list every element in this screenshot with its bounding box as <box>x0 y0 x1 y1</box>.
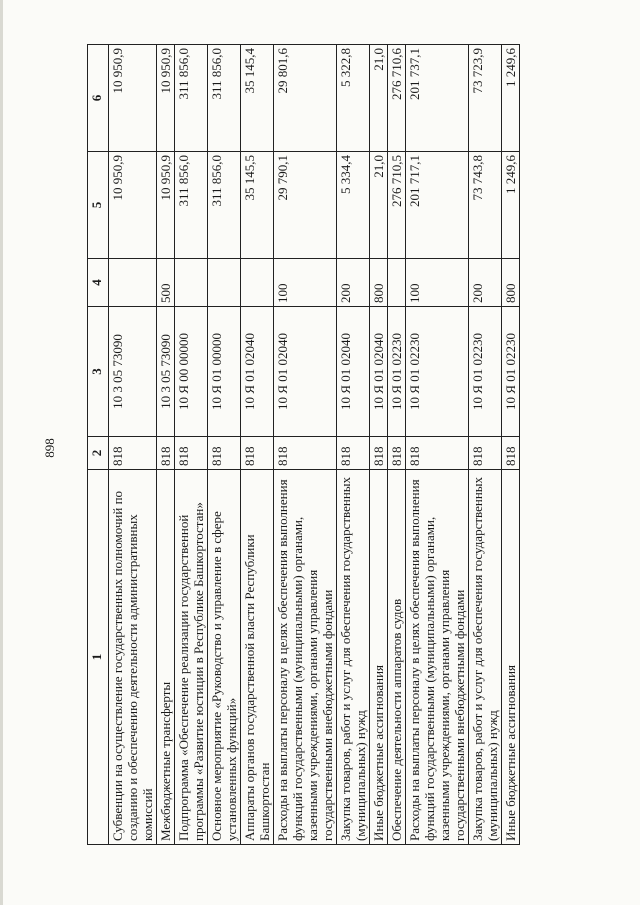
row-ministry-code: 818 <box>469 437 502 470</box>
row-amount-2021: 201 717,1 <box>406 152 469 259</box>
row-expense-type: 100 <box>274 259 337 307</box>
row-name: Аппараты органов государственной власти Республики Башкортостан <box>241 470 274 845</box>
row-target-article: 10 Я 01 02230 <box>469 307 502 437</box>
header-cell-3: 3 <box>88 307 109 437</box>
row-amount-2022: 73 723,9 <box>469 45 502 152</box>
page-number: 898 <box>42 438 57 458</box>
row-amount-2021: 5 334,4 <box>337 152 370 259</box>
row-amount-2022: 21,0 <box>370 45 388 152</box>
row-name: Обеспечение деятельности аппаратов судов <box>388 470 406 845</box>
row-expense-type: 800 <box>370 259 388 307</box>
row-name: Закупка товаров, работ и услуг для обеспечения государственных (муниципальных) нужд <box>469 470 502 845</box>
row-amount-2021: 73 743,8 <box>469 152 502 259</box>
row-ministry-code: 818 <box>337 437 370 470</box>
row-target-article: 10 Я 01 02040 <box>370 307 388 437</box>
row-ministry-code: 818 <box>175 437 208 470</box>
table-row <box>388 45 406 845</box>
row-amount-2021: 1 249,6 <box>502 152 520 259</box>
row-name: Расходы на выплаты персоналу в целях обеспечения выполнения функций государственными (муниципальными) органами, казенными учреждениями, органами управления государственными внебюджетными фондами <box>406 470 469 845</box>
row-ministry-code: 818 <box>208 437 241 470</box>
header-cell-2: 2 <box>88 437 109 470</box>
row-amount-2022: 276 710,6 <box>388 45 406 152</box>
row-target-article: 10 Я 01 02040 <box>241 307 274 437</box>
rotated-table-container <box>87 45 605 845</box>
row-name: Межбюджетные трансферты <box>157 470 175 845</box>
table-row <box>274 45 337 845</box>
row-name: Расходы на выплаты персоналу в целях обеспечения выполнения функций государственными (муниципальными) органами, казенными учреждениями, органами управления государственными внебюджетными фондами <box>274 470 337 845</box>
row-amount-2022: 201 737,1 <box>406 45 469 152</box>
row-expense-type: 800 <box>502 259 520 307</box>
header-cell-4: 4 <box>88 259 109 307</box>
row-amount-2022: 29 801,6 <box>274 45 337 152</box>
row-expense-type: 100 <box>406 259 469 307</box>
row-target-article: 10 3 05 73090 <box>157 307 175 437</box>
row-expense-type <box>388 259 406 307</box>
row-expense-type <box>241 259 274 307</box>
table-row <box>370 45 388 845</box>
row-ministry-code: 818 <box>502 437 520 470</box>
row-expense-type <box>109 259 157 307</box>
header-cell-1: 1 <box>88 470 109 845</box>
row-name: Иные бюджетные ассигнования <box>502 470 520 845</box>
row-amount-2021: 10 950,9 <box>109 152 157 259</box>
row-target-article: 10 Я 01 02230 <box>388 307 406 437</box>
row-target-article: 10 Я 01 02040 <box>274 307 337 437</box>
row-amount-2022: 5 322,8 <box>337 45 370 152</box>
table-row <box>502 45 520 845</box>
row-target-article: 10 Я 01 02040 <box>337 307 370 437</box>
row-expense-type <box>208 259 241 307</box>
row-amount-2022: 35 145,4 <box>241 45 274 152</box>
table-row <box>406 45 469 845</box>
row-amount-2021: 35 145,5 <box>241 152 274 259</box>
row-amount-2022: 1 249,6 <box>502 45 520 152</box>
row-name: Основное мероприятие «Руководство и управление в сфере установленных функций» <box>208 470 241 845</box>
header-cell-5: 5 <box>88 152 109 259</box>
row-amount-2021: 311 856,0 <box>175 152 208 259</box>
table-row <box>157 45 175 845</box>
row-amount-2021: 10 950,9 <box>157 152 175 259</box>
row-target-article: 10 Я 01 00000 <box>208 307 241 437</box>
row-amount-2021: 29 790,1 <box>274 152 337 259</box>
row-expense-type <box>175 259 208 307</box>
header-row <box>88 45 109 845</box>
table-body <box>109 45 520 845</box>
row-amount-2021: 276 710,5 <box>388 152 406 259</box>
row-expense-type: 500 <box>157 259 175 307</box>
row-amount-2021: 21,0 <box>370 152 388 259</box>
table-row <box>337 45 370 845</box>
row-amount-2022: 311 856,0 <box>208 45 241 152</box>
row-name: Подпрограмма «Обеспечение реализации государственной программы «Развитие юстиции в Республике Башкортостан» <box>175 470 208 845</box>
row-amount-2022: 10 950,9 <box>157 45 175 152</box>
budget-table <box>87 44 520 845</box>
row-ministry-code: 818 <box>370 437 388 470</box>
row-ministry-code: 818 <box>241 437 274 470</box>
scan-edge <box>0 0 3 905</box>
table-row <box>469 45 502 845</box>
row-ministry-code: 818 <box>109 437 157 470</box>
row-ministry-code: 818 <box>388 437 406 470</box>
row-ministry-code: 818 <box>406 437 469 470</box>
row-target-article: 10 3 05 73090 <box>109 307 157 437</box>
row-target-article: 10 Я 01 02230 <box>406 307 469 437</box>
row-ministry-code: 818 <box>274 437 337 470</box>
row-expense-type: 200 <box>337 259 370 307</box>
row-name: Иные бюджетные ассигнования <box>370 470 388 845</box>
row-name: Субвенции на осуществление государственных полномочий по созданию и обеспечению деятельности административных комиссий <box>109 470 157 845</box>
table-row <box>241 45 274 845</box>
row-amount-2021: 311 856,0 <box>208 152 241 259</box>
table-row <box>175 45 208 845</box>
row-target-article: 10 Я 00 00000 <box>175 307 208 437</box>
table-row <box>208 45 241 845</box>
row-ministry-code: 818 <box>157 437 175 470</box>
row-amount-2022: 311 856,0 <box>175 45 208 152</box>
header-cell-6: 6 <box>88 45 109 152</box>
row-amount-2022: 10 950,9 <box>109 45 157 152</box>
table-row <box>109 45 157 845</box>
row-expense-type: 200 <box>469 259 502 307</box>
row-name: Закупка товаров, работ и услуг для обеспечения государственных (муниципальных) нужд <box>337 470 370 845</box>
row-target-article: 10 Я 01 02230 <box>502 307 520 437</box>
